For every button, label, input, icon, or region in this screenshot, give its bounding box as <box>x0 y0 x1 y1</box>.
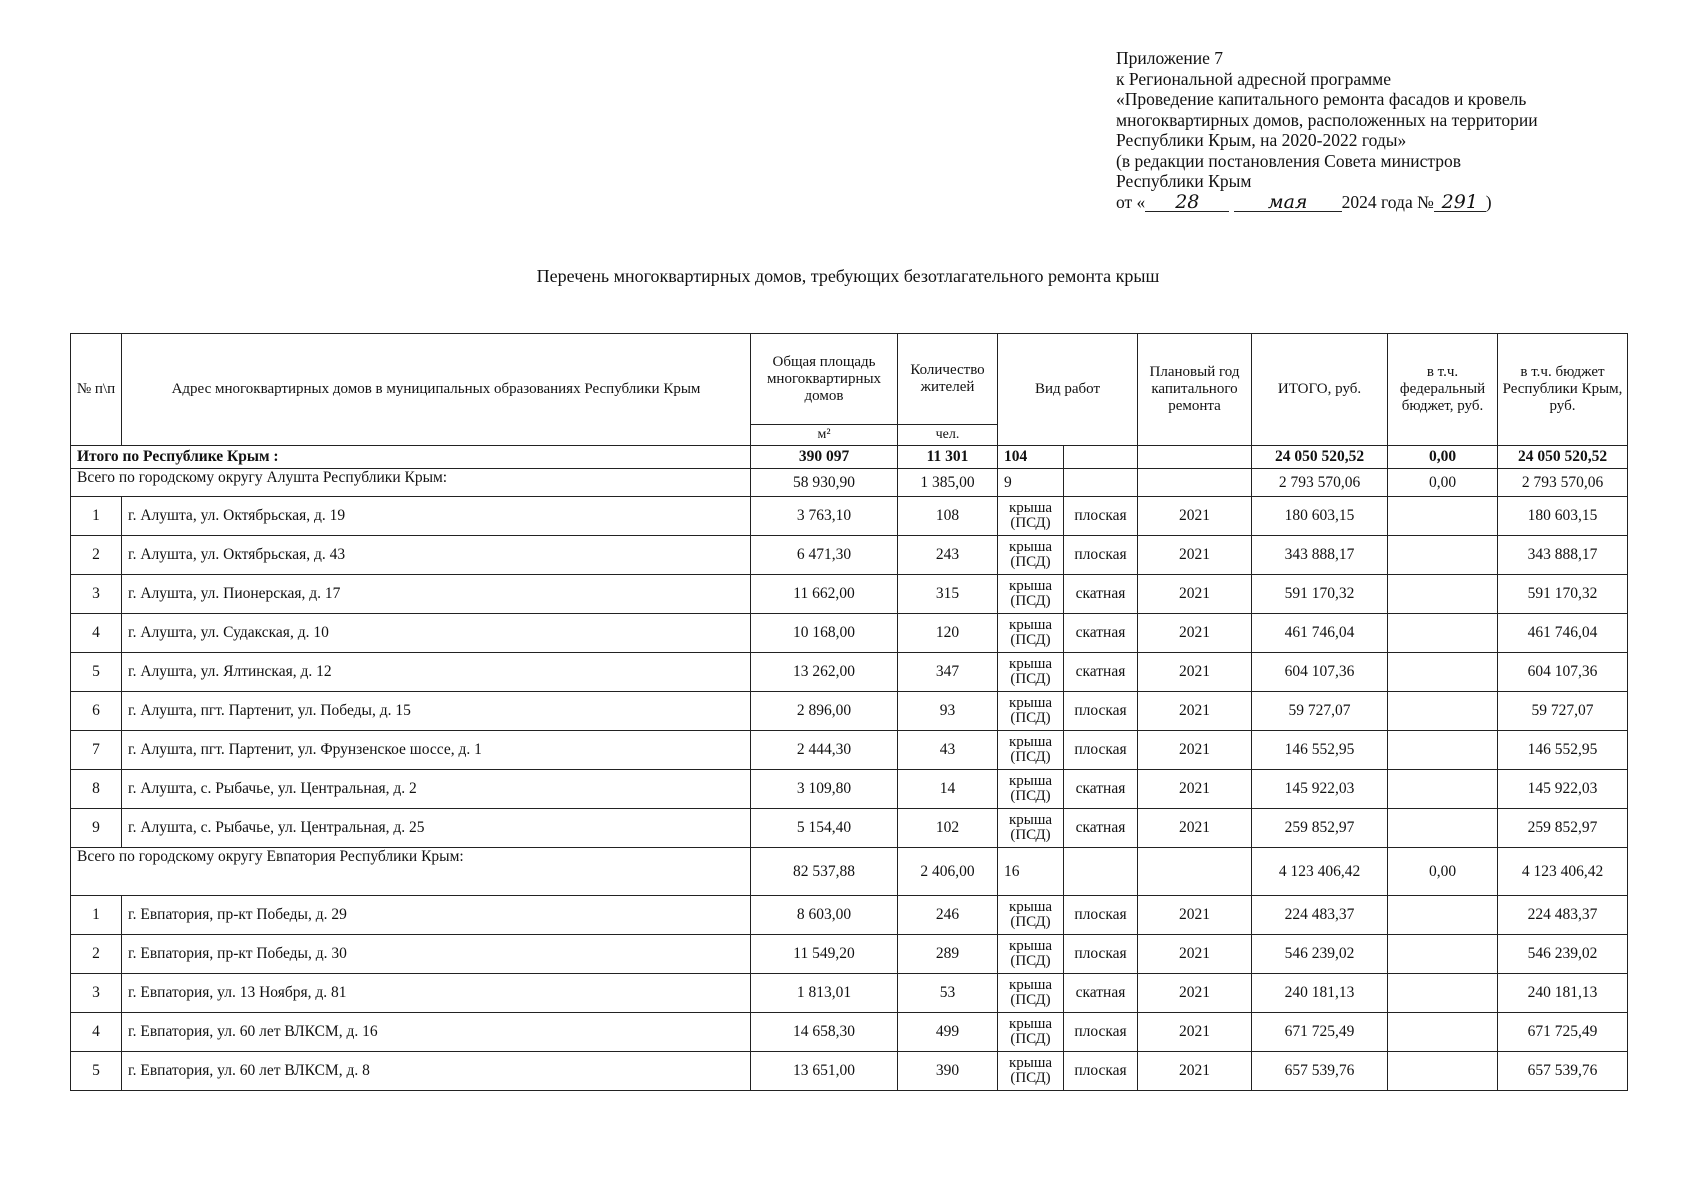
row-year: 2021 <box>1138 575 1252 614</box>
row-roof-type: плоская <box>1064 692 1138 731</box>
row-residents: 102 <box>898 809 998 848</box>
appendix-line: «Проведение капитального ремонта фасадов и кровель <box>1116 89 1527 109</box>
row-work-note: (ПСД) <box>1010 827 1051 843</box>
row-work-note: (ПСД) <box>1010 953 1051 969</box>
row-federal <box>1388 935 1498 974</box>
appendix-line: (в редакции постановления Совета министров <box>1116 150 1462 171</box>
row-regional: 604 107,36 <box>1498 653 1628 692</box>
row-work-note: (ПСД) <box>1010 554 1051 570</box>
table-row <box>71 1013 1628 1052</box>
row-address: г. Алушта, с. Рыбачье, ул. Центральная, д. 2 <box>122 770 751 809</box>
row-area: 5 154,40 <box>751 809 898 848</box>
row-residents: 315 <box>898 575 998 614</box>
handwritten-month: мая <box>1234 193 1342 212</box>
district-regional: 2 793 570,06 <box>1498 469 1628 497</box>
table-row <box>71 575 1628 614</box>
row-total: 180 603,15 <box>1252 497 1388 536</box>
row-work <box>998 896 1064 935</box>
row-work-name: крыша <box>1008 812 1053 828</box>
houses-table <box>70 333 1628 1091</box>
district-subtotal-row <box>71 848 1628 896</box>
row-address: г. Евпатория, пр-кт Победы, д. 29 <box>122 896 751 935</box>
handwritten-number: 291 <box>1434 193 1486 212</box>
row-total: 461 746,04 <box>1252 614 1388 653</box>
row-roof-type: скатная <box>1064 809 1138 848</box>
district-count: 9 <box>998 469 1064 497</box>
row-address: г. Евпатория, ул. 60 лет ВЛКСМ, д. 16 <box>122 1013 751 1052</box>
appendix-header <box>1116 48 1676 212</box>
row-work <box>998 575 1064 614</box>
row-work-name: крыша <box>1008 539 1053 555</box>
row-work-name: крыша <box>1008 1055 1053 1071</box>
col-total-header: ИТОГО, руб. <box>1252 334 1388 446</box>
row-residents: 246 <box>898 896 998 935</box>
row-area: 2 444,30 <box>751 731 898 770</box>
row-area: 14 658,30 <box>751 1013 898 1052</box>
row-roof-type: плоская <box>1064 731 1138 770</box>
row-year: 2021 <box>1138 536 1252 575</box>
row-work <box>998 770 1064 809</box>
row-area: 6 471,30 <box>751 536 898 575</box>
row-federal <box>1388 974 1498 1013</box>
date-suffix: года № <box>1381 191 1434 212</box>
row-work <box>998 731 1064 770</box>
appendix-line: Республики Крым, на 2020-2022 годы» <box>1116 130 1407 150</box>
row-roof-type: плоская <box>1064 935 1138 974</box>
row-year: 2021 <box>1138 497 1252 536</box>
table-row <box>71 614 1628 653</box>
row-residents: 53 <box>898 974 998 1013</box>
row-regional: 461 746,04 <box>1498 614 1628 653</box>
decree-date-line <box>1116 192 1676 213</box>
district-label: Всего по городскому округу Алушта Республики Крым: <box>71 469 751 497</box>
row-work-name: крыша <box>1008 578 1053 594</box>
row-work-note: (ПСД) <box>1010 671 1051 687</box>
appendix-line: многоквартирных домов, расположенных на территории <box>1116 109 1538 130</box>
row-area: 10 168,00 <box>751 614 898 653</box>
row-federal <box>1388 770 1498 809</box>
row-federal <box>1388 497 1498 536</box>
row-work-note: (ПСД) <box>1010 710 1051 726</box>
row-work-note: (ПСД) <box>1010 788 1051 804</box>
row-area: 2 896,00 <box>751 692 898 731</box>
row-area: 13 262,00 <box>751 653 898 692</box>
row-work <box>998 536 1064 575</box>
row-roof-type: плоская <box>1064 1052 1138 1091</box>
total-label: Итого по Республике Крым : <box>71 446 751 469</box>
row-area: 8 603,00 <box>751 896 898 935</box>
table-row <box>71 731 1628 770</box>
row-roof-type: плоская <box>1064 497 1138 536</box>
row-number: 2 <box>71 935 122 974</box>
district-federal: 0,00 <box>1388 469 1498 497</box>
row-regional: 546 239,02 <box>1498 935 1628 974</box>
row-address: г. Алушта, ул. Октябрьская, д. 19 <box>122 497 751 536</box>
district-total: 2 793 570,06 <box>1252 469 1388 497</box>
row-number: 4 <box>71 1013 122 1052</box>
row-residents: 289 <box>898 935 998 974</box>
row-federal <box>1388 1052 1498 1091</box>
row-federal <box>1388 692 1498 731</box>
residents-unit: чел. <box>898 425 998 446</box>
row-year: 2021 <box>1138 935 1252 974</box>
row-year: 2021 <box>1138 692 1252 731</box>
col-year-header: Плановый год капитального ремонта <box>1138 334 1252 446</box>
row-year: 2021 <box>1138 974 1252 1013</box>
row-total: 259 852,97 <box>1252 809 1388 848</box>
row-area: 3 109,80 <box>751 770 898 809</box>
row-regional: 224 483,37 <box>1498 896 1628 935</box>
row-roof-type: скатная <box>1064 653 1138 692</box>
row-number: 3 <box>71 974 122 1013</box>
appendix-line: к Региональной адресной программе <box>1116 68 1392 89</box>
row-area: 11 549,20 <box>751 935 898 974</box>
row-number: 5 <box>71 653 122 692</box>
row-total: 657 539,76 <box>1252 1052 1388 1091</box>
row-roof-type: плоская <box>1064 536 1138 575</box>
row-area: 1 813,01 <box>751 974 898 1013</box>
close-paren: ) <box>1485 191 1492 212</box>
row-work-name: крыша <box>1008 1016 1053 1032</box>
col-area-header: Общая площадь многоквартирных домов <box>751 334 898 425</box>
row-federal <box>1388 575 1498 614</box>
table-row <box>71 974 1628 1013</box>
row-work-name: крыша <box>1008 734 1053 750</box>
table-row <box>71 809 1628 848</box>
row-area: 3 763,10 <box>751 497 898 536</box>
row-roof-type: скатная <box>1064 575 1138 614</box>
col-address-header: Адрес многоквартирных домов в муниципальных образованиях Республики Крым <box>122 334 751 446</box>
row-regional: 145 922,03 <box>1498 770 1628 809</box>
date-prefix: от « <box>1116 191 1146 212</box>
total-sum: 24 050 520,52 <box>1252 446 1388 469</box>
row-number: 8 <box>71 770 122 809</box>
row-number: 3 <box>71 575 122 614</box>
row-roof-type: скатная <box>1064 614 1138 653</box>
table-row <box>71 497 1628 536</box>
row-work-note: (ПСД) <box>1010 593 1051 609</box>
row-work-note: (ПСД) <box>1010 992 1051 1008</box>
row-address: г. Евпатория, пр-кт Победы, д. 30 <box>122 935 751 974</box>
row-work-note: (ПСД) <box>1010 749 1051 765</box>
row-work-name: крыша <box>1008 617 1053 633</box>
date-year: 2024 <box>1341 191 1377 212</box>
row-regional: 180 603,15 <box>1498 497 1628 536</box>
row-work <box>998 692 1064 731</box>
row-total: 591 170,32 <box>1252 575 1388 614</box>
district-area: 58 930,90 <box>751 469 898 497</box>
table-header-row <box>71 334 1628 425</box>
row-total: 671 725,49 <box>1252 1013 1388 1052</box>
row-number: 6 <box>71 692 122 731</box>
row-residents: 347 <box>898 653 998 692</box>
row-roof-type: скатная <box>1064 974 1138 1013</box>
district-total: 4 123 406,42 <box>1252 848 1388 896</box>
row-total: 546 239,02 <box>1252 935 1388 974</box>
handwritten-day: 28 <box>1145 193 1229 212</box>
row-residents: 243 <box>898 536 998 575</box>
row-regional: 657 539,76 <box>1498 1052 1628 1091</box>
row-address: г. Алушта, пгт. Партенит, ул. Фрунзенское шоссе, д. 1 <box>122 731 751 770</box>
row-federal <box>1388 614 1498 653</box>
table-row <box>71 692 1628 731</box>
row-work <box>998 1013 1064 1052</box>
total-area: 390 097 <box>751 446 898 469</box>
district-residents: 1 385,00 <box>898 469 998 497</box>
table-row <box>71 896 1628 935</box>
total-count: 104 <box>998 446 1064 469</box>
row-residents: 93 <box>898 692 998 731</box>
row-regional: 591 170,32 <box>1498 575 1628 614</box>
row-area: 11 662,00 <box>751 575 898 614</box>
row-roof-type: скатная <box>1064 770 1138 809</box>
row-address: г. Алушта, с. Рыбачье, ул. Центральная, д. 25 <box>122 809 751 848</box>
row-work <box>998 653 1064 692</box>
row-work <box>998 497 1064 536</box>
col-regional-header: в т.ч. бюджет Республики Крым, руб. <box>1498 334 1628 446</box>
district-label: Всего по городскому округу Евпатория Республики Крым: <box>71 848 751 896</box>
row-roof-type: плоская <box>1064 896 1138 935</box>
row-total: 224 483,37 <box>1252 896 1388 935</box>
table-row <box>71 770 1628 809</box>
row-work <box>998 614 1064 653</box>
row-total: 146 552,95 <box>1252 731 1388 770</box>
district-area: 82 537,88 <box>751 848 898 896</box>
district-federal: 0,00 <box>1388 848 1498 896</box>
row-residents: 120 <box>898 614 998 653</box>
total-regional: 24 050 520,52 <box>1498 446 1628 469</box>
row-work <box>998 935 1064 974</box>
row-total: 145 922,03 <box>1252 770 1388 809</box>
row-federal <box>1388 731 1498 770</box>
row-number: 9 <box>71 809 122 848</box>
row-work <box>998 974 1064 1013</box>
row-total: 343 888,17 <box>1252 536 1388 575</box>
row-year: 2021 <box>1138 770 1252 809</box>
row-total: 59 727,07 <box>1252 692 1388 731</box>
row-total: 240 181,13 <box>1252 974 1388 1013</box>
row-residents: 499 <box>898 1013 998 1052</box>
row-address: г. Алушта, пгт. Партенит, ул. Победы, д. 15 <box>122 692 751 731</box>
row-address: г. Евпатория, ул. 60 лет ВЛКСМ, д. 8 <box>122 1052 751 1091</box>
row-number: 1 <box>71 896 122 935</box>
row-address: г. Алушта, ул. Пионерская, д. 17 <box>122 575 751 614</box>
row-roof-type: плоская <box>1064 1013 1138 1052</box>
row-address: г. Алушта, ул. Октябрьская, д. 43 <box>122 536 751 575</box>
row-federal <box>1388 1013 1498 1052</box>
row-work-note: (ПСД) <box>1010 515 1051 531</box>
row-address: г. Евпатория, ул. 13 Ноября, д. 81 <box>122 974 751 1013</box>
row-work-note: (ПСД) <box>1010 632 1051 648</box>
row-residents: 108 <box>898 497 998 536</box>
row-regional: 671 725,49 <box>1498 1013 1628 1052</box>
row-address: г. Алушта, ул. Ялтинская, д. 12 <box>122 653 751 692</box>
row-residents: 14 <box>898 770 998 809</box>
row-residents: 390 <box>898 1052 998 1091</box>
row-work-name: крыша <box>1008 656 1053 672</box>
district-regional: 4 123 406,42 <box>1498 848 1628 896</box>
table-row <box>71 1052 1628 1091</box>
row-year: 2021 <box>1138 1013 1252 1052</box>
row-federal <box>1388 896 1498 935</box>
total-federal: 0,00 <box>1388 446 1498 469</box>
row-work-note: (ПСД) <box>1010 914 1051 930</box>
row-year: 2021 <box>1138 731 1252 770</box>
row-federal <box>1388 536 1498 575</box>
col-work-header: Вид работ <box>998 334 1138 446</box>
row-year: 2021 <box>1138 896 1252 935</box>
row-work-name: крыша <box>1008 773 1053 789</box>
row-federal <box>1388 809 1498 848</box>
appendix-line: Республики Крым <box>1116 171 1252 191</box>
row-regional: 146 552,95 <box>1498 731 1628 770</box>
row-year: 2021 <box>1138 1052 1252 1091</box>
table-row <box>71 935 1628 974</box>
row-year: 2021 <box>1138 653 1252 692</box>
row-regional: 59 727,07 <box>1498 692 1628 731</box>
row-year: 2021 <box>1138 614 1252 653</box>
row-work-name: крыша <box>1008 977 1053 993</box>
row-number: 2 <box>71 536 122 575</box>
row-number: 5 <box>71 1052 122 1091</box>
republic-total-row <box>71 446 1628 469</box>
row-work-name: крыша <box>1008 500 1053 516</box>
row-residents: 43 <box>898 731 998 770</box>
row-address: г. Алушта, ул. Судакская, д. 10 <box>122 614 751 653</box>
row-work-name: крыша <box>1008 938 1053 954</box>
district-subtotal-row <box>71 469 1628 497</box>
row-work-note: (ПСД) <box>1010 1070 1051 1086</box>
row-total: 604 107,36 <box>1252 653 1388 692</box>
table-row <box>71 653 1628 692</box>
district-residents: 2 406,00 <box>898 848 998 896</box>
col-residents-header: Количество жителей <box>898 334 998 425</box>
row-regional: 343 888,17 <box>1498 536 1628 575</box>
row-area: 13 651,00 <box>751 1052 898 1091</box>
col-federal-header: в т.ч. федеральный бюджет, руб. <box>1388 334 1498 446</box>
row-number: 1 <box>71 497 122 536</box>
row-work-note: (ПСД) <box>1010 1031 1051 1047</box>
total-residents: 11 301 <box>898 446 998 469</box>
col-num-header: № п\п <box>71 334 122 446</box>
row-federal <box>1388 653 1498 692</box>
district-count: 16 <box>998 848 1064 896</box>
appendix-line: Приложение 7 <box>1116 48 1224 68</box>
table-row <box>71 536 1628 575</box>
row-number: 4 <box>71 614 122 653</box>
row-work-name: крыша <box>1008 695 1053 711</box>
row-regional: 259 852,97 <box>1498 809 1628 848</box>
row-work <box>998 1052 1064 1091</box>
row-year: 2021 <box>1138 809 1252 848</box>
row-work-name: крыша <box>1008 899 1053 915</box>
area-unit: м² <box>751 425 898 446</box>
document-title: Перечень многоквартирных домов, требующих безотлагательного ремонта крыш <box>536 266 1160 286</box>
row-work <box>998 809 1064 848</box>
row-regional: 240 181,13 <box>1498 974 1628 1013</box>
row-number: 7 <box>71 731 122 770</box>
